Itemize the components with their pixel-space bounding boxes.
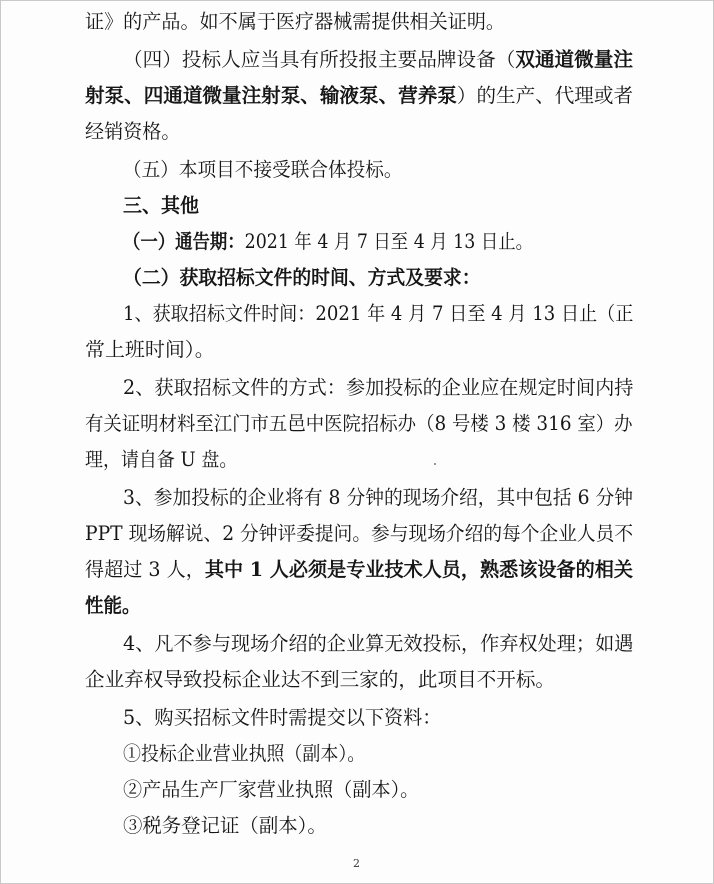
text-segment: 常上班时间）。 — [85, 338, 215, 361]
text-line — [85, 594, 141, 618]
text-line — [85, 448, 237, 472]
text-line — [123, 48, 633, 72]
text-line — [123, 230, 533, 254]
text-line — [85, 558, 633, 582]
bold-text-segment: 射泵、四通道微量注射泵、输液泵、营养泵 — [85, 84, 457, 107]
text-line — [123, 266, 481, 290]
text-segment: ②产品生产厂家营业执照（副本）。 — [123, 778, 420, 801]
text-segment: ①投标企业营业执照（副本）。 — [123, 742, 366, 765]
text-line — [85, 10, 505, 34]
text-segment: ③税务登记证（副本）。 — [123, 814, 327, 837]
text-line — [123, 486, 633, 510]
text-segment: 2、获取招标文件的方式：参加投标的企业应在规定时间内持 — [123, 376, 634, 399]
text-line — [123, 302, 633, 326]
page-number: 2 — [353, 857, 360, 870]
scan-speck — [434, 463, 436, 465]
text-line — [123, 194, 199, 218]
text-segment: 1、获取招标文件时间：2021 年 4 月 7 日至 4 月 13 日止（正 — [123, 302, 634, 325]
text-segment: （四）投标人应当具有所投报主要品牌设备（ — [123, 48, 516, 71]
bold-text-segment: （一）通告期： — [123, 230, 245, 253]
text-segment: 经销资格。 — [85, 120, 181, 143]
text-line — [85, 84, 633, 108]
text-line — [85, 338, 215, 362]
bold-text-segment: 三、其他 — [123, 194, 200, 217]
text-line — [123, 778, 419, 802]
text-segment: 4、凡不参与现场介绍的企业算无效投标，作弃权处理；如遇 — [123, 632, 634, 655]
text-segment: 证》的产品。如不属于医疗器械需提供相关证明。 — [85, 10, 506, 33]
text-line — [123, 706, 441, 730]
bold-text-segment: 其中 1 人必须是专业技术人员，熟悉该设备的相关 — [204, 558, 633, 581]
text-segment: 理，请自备 U 盘。 — [85, 448, 238, 471]
text-segment: （五）本项目不接受联合体投标。 — [123, 158, 403, 181]
text-line — [123, 376, 633, 400]
text-segment: 3、参加投标的企业将有 8 分钟的现场介绍，其中包括 6 分钟 — [123, 486, 634, 509]
text-line — [85, 668, 555, 692]
text-line — [85, 522, 633, 546]
bold-text-segment: （二）获取招标文件的时间、方式及要求： — [123, 266, 481, 289]
text-line — [85, 120, 181, 144]
text-segment: 得超过 3 人， — [85, 558, 205, 581]
text-line — [123, 742, 365, 766]
text-segment: ）的生产、代理或者 — [456, 84, 634, 107]
text-line — [123, 632, 633, 656]
text-line — [123, 158, 403, 182]
text-segment: 有关证明材料至江门市五邑中医院招标办（8 号楼 3 楼 316 室）办 — [85, 412, 633, 435]
text-segment: 企业弃权导致投标企业达不到三家的，此项目不开标。 — [85, 668, 556, 691]
text-line — [85, 412, 633, 436]
text-segment: PPT 现场解说、2 分钟评委提问。参与现场介绍的每个企业人员不 — [85, 522, 634, 545]
text-segment: 2021 年 4 月 7 日至 4 月 13 日止。 — [244, 230, 533, 253]
bold-text-segment: 性能。 — [85, 594, 141, 617]
text-line — [123, 814, 327, 838]
text-segment: 5、购买招标文件时需提交以下资料： — [123, 706, 442, 729]
bold-text-segment: 双通道微量注 — [515, 48, 634, 71]
